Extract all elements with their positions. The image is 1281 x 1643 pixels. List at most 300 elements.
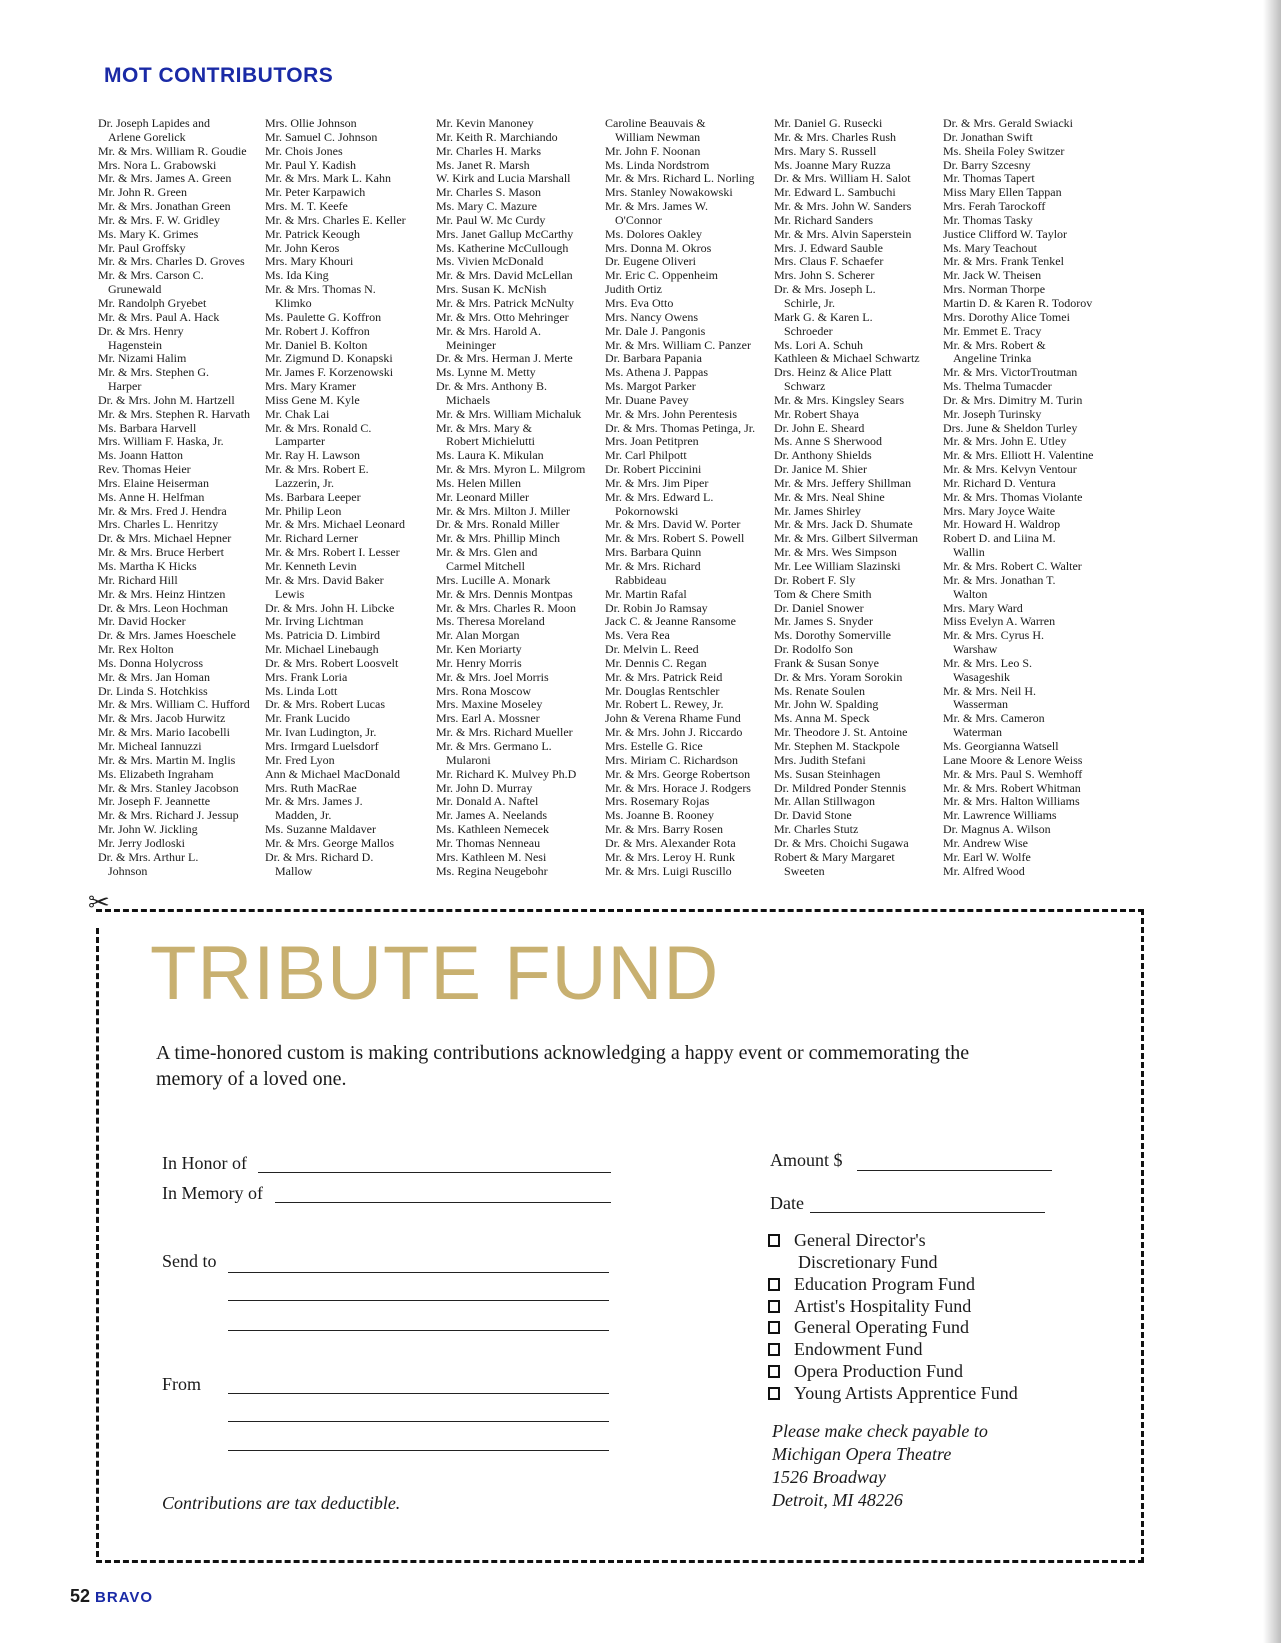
- checkbox-icon[interactable]: [768, 1365, 780, 1378]
- contributor-column-4: [605, 117, 795, 878]
- contributor-name: Mr. Donald A. Naftel: [436, 794, 539, 809]
- contributor-name: Dr. Robert F. Sly: [774, 572, 856, 587]
- contributor-name: Mr. & Mrs. Cameron: [943, 711, 1045, 726]
- contributor-name: Ms. Theresa Moreland: [436, 614, 545, 629]
- contributor-name: Mr. Eric C. Oppenheim: [605, 268, 718, 283]
- contributor-column-2: [265, 117, 455, 878]
- contributor-name: Ms. Lynne M. Metty: [436, 365, 536, 380]
- contributor-name: Mr. John F. Noonan: [605, 143, 701, 158]
- contributor-name: Dr. Barbara Papania: [605, 351, 702, 366]
- contributor-name: Mr. & Mrs. Joel Morris: [436, 669, 549, 684]
- contributor-name: Mrs. Ollie Johnson: [265, 117, 357, 130]
- contributor-name: Mrs. Dorothy Alice Tomei: [943, 309, 1070, 324]
- page-edge-shadow: [1263, 0, 1281, 1643]
- from-label: From: [162, 1374, 202, 1394]
- payable-line: Detroit, MI 48226: [772, 1490, 903, 1510]
- contributor-name: Mr. Rex Holton: [98, 642, 174, 657]
- contributor-name: Lazzerin, Jr.: [275, 475, 334, 490]
- contributor-name: Mr. Joseph F. Jeannette: [98, 794, 211, 809]
- contributor-name: Mrs. Mary Joyce Waite: [943, 503, 1056, 518]
- contributor-name: Mr. & Mrs. Elliott H. Valentine: [943, 448, 1094, 463]
- in-memory-label: In Memory of: [162, 1183, 263, 1203]
- contributor-name: Mr. Douglas Rentschler: [605, 683, 720, 698]
- contributor-name: Mrs. Elaine Heiserman: [98, 475, 209, 490]
- contributor-name: Mr. John Keros: [265, 240, 340, 255]
- checkbox-icon[interactable]: [768, 1387, 780, 1400]
- contributor-name: Dr. David Stone: [774, 808, 852, 823]
- contributor-name: Mr. Dale J. Pangonis: [605, 323, 706, 338]
- contributor-name: Mr. Robert J. Koffron: [265, 323, 370, 338]
- contributor-name: Mrs. William F. Haska, Jr.: [98, 434, 224, 449]
- tribute-intro: A time-honored custom is making contributions acknowledging a happy event or commemorating the memory of a loved one.: [156, 1042, 970, 1090]
- contributor-name: Mr. Kenneth Levin: [265, 559, 357, 573]
- contributor-name: Ms. Suzanne Maldaver: [265, 822, 376, 837]
- contributor-name: Mr. & Mrs. Heinz Hintzen: [98, 586, 226, 601]
- send-to-field-1[interactable]: [228, 1272, 609, 1273]
- contributor-name: Mrs. Judith Stefani: [774, 752, 866, 767]
- contributor-name: Dr. Janice M. Shier: [774, 462, 867, 477]
- contributor-name: Ms. Mary Teachout: [943, 240, 1037, 255]
- contributor-name: Drs. June & Sheldon Turley: [943, 420, 1078, 435]
- contributor-name: Mr. & Mrs. Wes Simpson: [774, 545, 897, 560]
- contributor-name: Mularoni: [446, 752, 491, 767]
- contributor-name: Mr. Charles Stutz: [774, 822, 859, 837]
- contributor-name: Waterman: [953, 725, 1003, 740]
- contributor-name: Mr. Joseph Turinsky: [943, 406, 1042, 421]
- contributor-name: Mr. Robert Shaya: [774, 406, 859, 421]
- contributor-name: Mr. Lee William Slazinski: [774, 559, 901, 573]
- contributor-column-1: [98, 117, 288, 878]
- contributor-name: Mr. Andrew Wise: [943, 835, 1028, 850]
- contributor-name: Ms. Thelma Tumacder: [943, 379, 1052, 394]
- contributor-name: Mr. Leonard Miller: [436, 489, 529, 504]
- contributor-name: Dr. & Mrs. Alexander Rota: [605, 835, 736, 850]
- contributor-name: Ms. Laura K. Mikulan: [436, 448, 544, 463]
- contributor-name: Mr. & Mrs. Harold A.: [436, 323, 541, 338]
- date-field[interactable]: [810, 1212, 1045, 1213]
- contributor-name: Mrs. Charles L. Henritzy: [98, 517, 219, 532]
- contributor-name: Ms. Anne H. Helfman: [98, 489, 205, 504]
- amount-field[interactable]: [857, 1170, 1052, 1171]
- contributor-name: Mrs. Ruth MacRae: [265, 780, 357, 795]
- contributor-name: Mr. Lawrence Williams: [943, 808, 1057, 823]
- contributor-name: Mr. & Mrs. Glen and: [436, 545, 538, 560]
- contributor-name: Ann & Michael MacDonald: [265, 766, 400, 781]
- contributor-name: Mr. Jerry Jodloski: [98, 835, 185, 850]
- contributor-name: Mrs. Rosemary Rojas: [605, 794, 710, 809]
- contributor-name: Ms. Lori A. Schuh: [774, 337, 864, 352]
- fund-option-artists-hospitality[interactable]: [768, 1296, 971, 1317]
- contributor-name: Drs. Heinz & Alice Platt: [774, 365, 892, 380]
- contributor-name: Mr. & Mrs. Jack D. Shumate: [774, 517, 913, 532]
- payable-line: Michigan Opera Theatre: [772, 1444, 952, 1464]
- contributor-name: Mr. Duane Pavey: [605, 392, 689, 407]
- contributor-name: Dr. & Mrs. Robert Loosvelt: [265, 655, 399, 670]
- contributor-name: Mr. & Mrs. John J. Riccardo: [605, 725, 743, 740]
- contributor-name: Mr. & Mrs. Michael Leonard: [265, 517, 405, 532]
- contributor-name: Warshaw: [953, 642, 998, 657]
- amount-label: Amount $: [770, 1150, 843, 1170]
- contributor-name: Dr. & Mrs. Herman J. Merte: [436, 351, 573, 366]
- fund-option-general-director-cont: [768, 1252, 937, 1273]
- contributor-name: Mrs. Mary Kramer: [265, 379, 356, 394]
- contributor-name: Dr. & Mrs. Leon Hochman: [98, 600, 228, 615]
- in-honor-field[interactable]: [258, 1172, 611, 1173]
- contributor-name: Mr. Philip Leon: [265, 503, 342, 518]
- contributor-name: Mr. Thomas Tasky: [943, 212, 1033, 227]
- contributor-name: Mrs. Janet Gallup McCarthy: [436, 226, 574, 241]
- contributor-name: Ms. Renate Soulen: [774, 683, 865, 698]
- contributor-name: Robert Michielutti: [446, 434, 535, 449]
- contributor-name: Tom & Chere Smith: [774, 586, 872, 601]
- contributor-name: Ms. Anne S Sherwood: [774, 434, 883, 449]
- contributor-name: Mr. James S. Snyder: [774, 614, 873, 629]
- contributor-name: Mr. & Mrs. Thomas N.: [265, 282, 376, 297]
- contributor-name: Mrs. Ferah Tarockoff: [943, 199, 1046, 214]
- contributor-name: Mr. & Mrs. Charles E. Keller: [265, 212, 406, 227]
- contributor-name: Mrs. Nora L. Grabowski: [98, 157, 217, 172]
- contributor-name: Mr. & Mrs. John Perentesis: [605, 406, 737, 421]
- contributor-name: O'Connor: [615, 212, 662, 227]
- contributor-name: Mr. Richard K. Mulvey Ph.D: [436, 766, 577, 781]
- contributor-column-6: [943, 117, 1133, 878]
- contributor-name: Mr. & Mrs. Horace J. Rodgers: [605, 780, 751, 795]
- contributor-name: Robert D. and Liina M.: [943, 531, 1056, 546]
- contributor-name: Miss Gene M. Kyle: [265, 392, 360, 407]
- contributor-name: Jack C. & Jeanne Ransome: [605, 614, 736, 629]
- fund-option-opera-production[interactable]: [768, 1361, 963, 1382]
- contributor-name: Mr. Micheal Iannuzzi: [98, 738, 202, 753]
- contributor-name: Mr. David Hocker: [98, 614, 186, 629]
- contributor-name: Mallow: [275, 863, 313, 878]
- contributor-name: Mr. Henry Morris: [436, 655, 522, 670]
- contributor-name: Dr. & Mrs. Choichi Sugawa: [774, 835, 909, 850]
- contributor-name: Mr. & Mrs. Bruce Herbert: [98, 545, 224, 560]
- contributor-name: Dr. & Mrs. Richard D.: [265, 849, 374, 864]
- contributor-name: Dr. Anthony Shields: [774, 448, 872, 463]
- contributor-name: Caroline Beauvais &: [605, 117, 706, 130]
- contributor-name: John & Verena Rhame Fund: [605, 711, 741, 726]
- contributor-name: Dr. & Mrs. Robert Lucas: [265, 697, 385, 712]
- contributor-name: Mr. Ivan Ludington, Jr.: [265, 725, 377, 740]
- contributor-name: Mr. Jack W. Theisen: [943, 268, 1042, 283]
- section-heading: MOT CONTRIBUTORS: [104, 64, 334, 87]
- contributor-name: Mr. & Mrs. William R. Goudie: [98, 143, 247, 158]
- contributor-name: Mr. & Mrs. F. W. Gridley: [98, 212, 221, 227]
- contributor-name: Mr. & Mrs. James J.: [265, 794, 363, 809]
- contributor-name: Lewis: [275, 586, 305, 601]
- contributor-name: Mr. & Mrs. Robert Whitman: [943, 780, 1081, 795]
- contributor-name: Mrs. Mary Ward: [943, 600, 1023, 615]
- contributor-name: Mr. Richard Sanders: [774, 212, 873, 227]
- contributor-name: Ms. Mary C. Mazure: [436, 199, 537, 214]
- contributor-name: Ms. Barbara Harvell: [98, 420, 197, 435]
- contributor-name: Mr. & Mrs. David McLellan: [436, 268, 573, 283]
- checkbox-icon[interactable]: [768, 1234, 780, 1247]
- contributor-name: Mr. Peter Karpawich: [265, 185, 366, 200]
- contributor-name: Klimko: [275, 295, 312, 310]
- contributor-name: Harper: [108, 379, 142, 394]
- contributor-name: Mr. & Mrs. Thomas Violante: [943, 489, 1083, 504]
- contributor-name: Mr. Thomas Nenneau: [436, 835, 541, 850]
- contributor-name: Mrs. M. T. Keefe: [265, 199, 348, 214]
- contributor-name: Mr. & Mrs. Phillip Minch: [436, 531, 561, 546]
- contributor-name: W. Kirk and Lucia Marshall: [436, 171, 571, 186]
- contributor-name: Mark G. & Karen L.: [774, 309, 873, 324]
- contributor-name: Mr. & Mrs. William Michaluk: [436, 406, 582, 421]
- contributor-name: Mr. & Mrs. Jacob Hurwitz: [98, 711, 226, 726]
- contributor-column-3: [436, 117, 626, 878]
- fund-option-general-director[interactable]: [768, 1230, 926, 1251]
- contributor-name: Walton: [953, 586, 988, 601]
- contributor-name: Lamparter: [275, 434, 325, 449]
- contributor-name: Ms. Donna Holycross: [98, 655, 203, 670]
- contributor-name: Mr. & Mrs. William C. Panzer: [605, 337, 751, 352]
- contributor-name: Mr. Ray H. Lawson: [265, 448, 360, 463]
- contributor-name: Mr. Earl W. Wolfe: [943, 849, 1031, 864]
- fund-option-young-artists[interactable]: [768, 1383, 1018, 1404]
- in-honor-label: In Honor of: [162, 1153, 247, 1173]
- contributor-name: Mr. & Mrs. Leo S.: [943, 655, 1033, 670]
- contributor-name: Mr. Richard Hill: [98, 572, 178, 587]
- contributor-name: Mrs. Rona Moscow: [436, 683, 531, 698]
- contributor-name: Mr. John R. Green: [98, 185, 187, 200]
- contributor-name: Mr. Michael Linebaugh: [265, 642, 379, 657]
- contributor-name: Mrs. Susan K. McNish: [436, 282, 547, 297]
- contributor-name: Mrs. Norman Thorpe: [943, 282, 1046, 297]
- contributor-name: Mr. Emmet E. Tracy: [943, 323, 1042, 338]
- contributor-name: Pokornowski: [615, 503, 679, 518]
- fund-option-education[interactable]: [768, 1274, 975, 1295]
- contributor-name: Dr. & Mrs. Michael Hepner: [98, 531, 232, 546]
- contributor-name: Mr. & Mrs. Robert E.: [265, 462, 369, 477]
- contributor-name: Mr. Chois Jones: [265, 143, 343, 158]
- contributor-name: Mr. Fred Lyon: [265, 752, 335, 767]
- contributor-name: Mr. & Mrs. Kelvyn Ventour: [943, 462, 1077, 477]
- contributor-name: Johnson: [108, 863, 148, 878]
- fund-option-general-operating[interactable]: [768, 1317, 969, 1338]
- contributor-name: Mr. & Mrs. James A. Green: [98, 171, 232, 186]
- contributor-name: Dr. Barry Szcesny: [943, 157, 1031, 172]
- contributor-name: Mr. & Mrs. Mary &: [436, 420, 532, 435]
- contributor-name: Mr. & Mrs. Germano L.: [436, 738, 552, 753]
- contributor-name: Dr. Melvin L. Reed: [605, 642, 699, 657]
- contributor-name: Mr. & Mrs. Robert I. Lesser: [265, 545, 400, 560]
- contributor-name: Mr. & Mrs. Richard Mueller: [436, 725, 573, 740]
- contributor-name: Mr. Richard Lerner: [265, 531, 358, 546]
- checkbox-icon[interactable]: [768, 1278, 780, 1291]
- contributor-name: Ms. Ida King: [265, 268, 329, 283]
- contributor-name: Mrs. John S. Scherer: [774, 268, 875, 283]
- contributor-name: Wallin: [953, 545, 985, 560]
- contributor-name: Dr. & Mrs. Joseph L.: [774, 282, 876, 297]
- from-field-1[interactable]: [228, 1393, 609, 1394]
- from-field-2[interactable]: [228, 1421, 609, 1422]
- tribute-fund-title: TRIBUTE FUND: [150, 931, 720, 1016]
- contributor-name: Mr. & Mrs. Charles Rush: [774, 129, 897, 144]
- contributor-name: Kathleen & Michael Schwartz: [774, 351, 920, 366]
- in-memory-field[interactable]: [275, 1202, 611, 1203]
- payable-instructions: [772, 1420, 988, 1512]
- contributor-name: Ms. Regina Neugebohr: [436, 863, 548, 878]
- contributor-name: Mr. & Mrs. Carson C.: [98, 268, 204, 283]
- contributor-name: Ms. Helen Millen: [436, 475, 521, 490]
- contributor-name: Ms. Susan Steinhagen: [774, 766, 881, 781]
- contributor-columns: [98, 117, 1238, 891]
- contributor-name: Mr. Chak Lai: [265, 406, 330, 421]
- contributor-name: Mr. Irving Lichtman: [265, 614, 364, 629]
- contributor-name: Dr. & Mrs. Ronald Miller: [436, 517, 560, 532]
- contributor-name: Mr. John D. Murray: [436, 780, 533, 795]
- contributor-name: Ms. Paulette G. Koffron: [265, 309, 382, 324]
- contributor-name: Dr. Rodolfo Son: [774, 642, 854, 657]
- contributor-name: Mr. & Mrs. Patrick Reid: [605, 669, 723, 684]
- contributor-name: Mrs. Maxine Moseley: [436, 697, 543, 712]
- contributor-name: Miss Evelyn A. Warren: [943, 614, 1056, 629]
- contributor-name: Ms. Janet R. Marsh: [436, 157, 530, 172]
- checkbox-icon[interactable]: [768, 1343, 780, 1356]
- contributor-name: Michaels: [446, 392, 490, 407]
- contributor-name: Mr. & Mrs. Richard L. Norling: [605, 171, 755, 186]
- contributor-name: Ms. Vivien McDonald: [436, 254, 544, 269]
- contributor-name: Ms. Katherine McCullough: [436, 240, 569, 255]
- contributor-name: Dr. & Mrs. Arthur L.: [98, 849, 199, 864]
- contributor-name: Dr. & Mrs. John H. Libcke: [265, 600, 395, 615]
- checkbox-icon[interactable]: [768, 1321, 780, 1334]
- contributor-name: Mr. & Mrs. Leroy H. Runk: [605, 849, 735, 864]
- contributor-name: Dr. Eugene Oliveri: [605, 254, 696, 269]
- contributor-name: Mrs. Frank Loria: [265, 669, 348, 684]
- contributor-name: Ms. Linda Nordstrom: [605, 157, 710, 172]
- contributor-name: Mr. Theodore J. St. Antoine: [774, 725, 908, 740]
- contributor-name: Martin D. & Karen R. Todorov: [943, 295, 1093, 310]
- contributor-name: Dr. Linda S. Hotchkiss: [98, 683, 208, 698]
- checkbox-icon[interactable]: [768, 1300, 780, 1313]
- contributor-name: Mrs. Eva Otto: [605, 295, 674, 310]
- contributor-name: Mr. & Mrs. Paul S. Wemhoff: [943, 766, 1083, 781]
- contributor-name: Ms. Elizabeth Ingraham: [98, 766, 214, 781]
- contributor-name: Ms. Linda Lott: [265, 683, 338, 698]
- contributor-name: Mr. & Mrs. Kingsley Sears: [774, 392, 904, 407]
- contributor-name: Ms. Joanne Mary Ruzza: [774, 157, 891, 172]
- fund-label: Endowment Fund: [794, 1339, 923, 1359]
- contributor-column-5: [774, 117, 964, 878]
- page-number: 52: [70, 1586, 91, 1606]
- contributor-name: Mr. Randolph Gryebet: [98, 295, 207, 310]
- contributor-name: Mr. Charles S. Mason: [436, 185, 541, 200]
- contributor-name: Mr. Frank Lucido: [265, 711, 350, 726]
- contributor-name: Lane Moore & Lenore Weiss: [943, 752, 1083, 767]
- contributor-name: Robert & Mary Margaret: [774, 849, 895, 864]
- contributor-name: Wasageshik: [953, 669, 1011, 684]
- contributor-name: Mr. Paul W. Mc Curdy: [436, 212, 546, 227]
- contributor-name: Mr. & Mrs. Paul A. Hack: [98, 309, 220, 324]
- contributor-name: Mrs. Kathleen M. Nesi: [436, 849, 547, 864]
- contributor-name: Mr. John W. Jickling: [98, 822, 198, 837]
- contributor-name: Mr. & Mrs. Frank Tenkel: [943, 254, 1064, 269]
- contributor-name: Mrs. Barbara Quinn: [605, 545, 702, 560]
- contributor-name: Ms. Anna M. Speck: [774, 711, 870, 726]
- contributor-name: Mr. & Mrs. Stanley Jacobson: [98, 780, 239, 795]
- contributor-name: Ms. Sheila Foley Switzer: [943, 143, 1065, 158]
- contributor-name: Dr. & Mrs. Anthony B.: [436, 379, 548, 394]
- contributor-name: Mr. & Mrs. Stephen R. Harvath: [98, 406, 250, 421]
- contributor-name: Dr. & Mrs. Henry: [98, 323, 184, 338]
- contributor-name: Mr. & Mrs. Gilbert Silverman: [774, 531, 918, 546]
- contributor-name: Arlene Gorelick: [108, 129, 186, 144]
- contributor-name: Mr. Samuel C. Johnson: [265, 129, 378, 144]
- contributor-name: Mr. & Mrs. Jeffery Shillman: [774, 475, 912, 490]
- contributor-name: Mr. & Mrs. Jonathan T.: [943, 572, 1056, 587]
- fund-label: General Operating Fund: [794, 1317, 969, 1337]
- contributor-name: Mrs. Joan Petitpren: [605, 434, 699, 449]
- contributor-name: Ms. Barbara Leeper: [265, 489, 361, 504]
- contributor-name: Mr. & Mrs. David Baker: [265, 572, 384, 587]
- contributor-name: Carmel Mitchell: [446, 559, 525, 573]
- contributor-name: Mrs. Mary S. Russell: [774, 143, 877, 158]
- contributor-name: Mr. & Mrs. Otto Mehringer: [436, 309, 569, 324]
- tax-deductible-note: Contributions are tax deductible.: [162, 1493, 401, 1513]
- contributor-name: Mr. & Mrs. Milton J. Miller: [436, 503, 571, 518]
- from-field-3[interactable]: [228, 1450, 609, 1451]
- contributor-name: Mr. & Mrs. John E. Utley: [943, 434, 1067, 449]
- contributor-name: Schirle, Jr.: [784, 295, 835, 310]
- contributor-name: Dr. & Mrs. Gerald Swiacki: [943, 117, 1073, 130]
- contributor-name: Mrs. Mary Khouri: [265, 254, 354, 269]
- contributor-name: Mr. Alan Morgan: [436, 628, 520, 643]
- send-to-field-2[interactable]: [228, 1300, 609, 1301]
- contributor-name: Ms. Margot Parker: [605, 379, 696, 394]
- contributor-name: Dr. Magnus A. Wilson: [943, 822, 1051, 837]
- contributor-name: Mr. & Mrs. Neal Shine: [774, 489, 885, 504]
- contributor-name: Mr. & Mrs. Dennis Montpas: [436, 586, 573, 601]
- contributor-name: Ms. Dorothy Somerville: [774, 628, 891, 643]
- contributor-name: Mr. James Shirley: [774, 503, 861, 518]
- contributor-name: Ms. Joann Hatton: [98, 448, 183, 463]
- contributor-name: Mr. & Mrs. George Mallos: [265, 835, 395, 850]
- contributor-name: Mr. & Mrs. Halton Williams: [943, 794, 1080, 809]
- contributor-name: Grunewald: [108, 282, 162, 297]
- contributor-name: Mrs. Miriam C. Richardson: [605, 752, 738, 767]
- scissors-icon: ✂: [88, 888, 110, 918]
- contributor-name: Mr. Stephen M. Stackpole: [774, 738, 900, 753]
- contributor-name: Mr. Ken Moriarty: [436, 642, 522, 657]
- fund-option-endowment[interactable]: [768, 1339, 923, 1360]
- contributor-name: Justice Clifford W. Taylor: [943, 226, 1068, 241]
- contributor-name: Mr. & Mrs. Luigi Ruscillo: [605, 863, 732, 878]
- contributor-name: Madden, Jr.: [275, 808, 332, 823]
- contributor-name: Rev. Thomas Heier: [98, 462, 191, 477]
- fund-label: Artist's Hospitality Fund: [794, 1296, 972, 1316]
- contributor-name: Mr. & Mrs. James W.: [605, 199, 709, 214]
- contributor-name: Mr. & Mrs. Richard: [605, 559, 701, 573]
- fund-label: Education Program Fund: [794, 1274, 975, 1294]
- contributor-name: Ms. Patricia D. Limbird: [265, 628, 380, 643]
- contributor-name: Mrs. J. Edward Sauble: [774, 240, 883, 255]
- contributor-name: Dr. John E. Sheard: [774, 420, 865, 435]
- contributor-name: Mr. & Mrs. Stephen G.: [98, 365, 209, 380]
- contributor-name: Mrs. Donna M. Okros: [605, 240, 712, 255]
- contributor-name: William Newman: [615, 129, 701, 144]
- fund-label: Young Artists Apprentice Fund: [794, 1383, 1018, 1403]
- contributor-name: Mr. & Mrs. David W. Porter: [605, 517, 741, 532]
- contributor-name: Dr. Daniel Snower: [774, 600, 864, 615]
- date-label: Date: [770, 1193, 804, 1213]
- send-to-field-3[interactable]: [228, 1330, 609, 1331]
- contributor-name: Mr. & Mrs. Fred J. Hendra: [98, 503, 227, 518]
- payable-line: Please make check payable to: [772, 1421, 988, 1441]
- contributor-name: Mr. Kevin Manoney: [436, 117, 534, 130]
